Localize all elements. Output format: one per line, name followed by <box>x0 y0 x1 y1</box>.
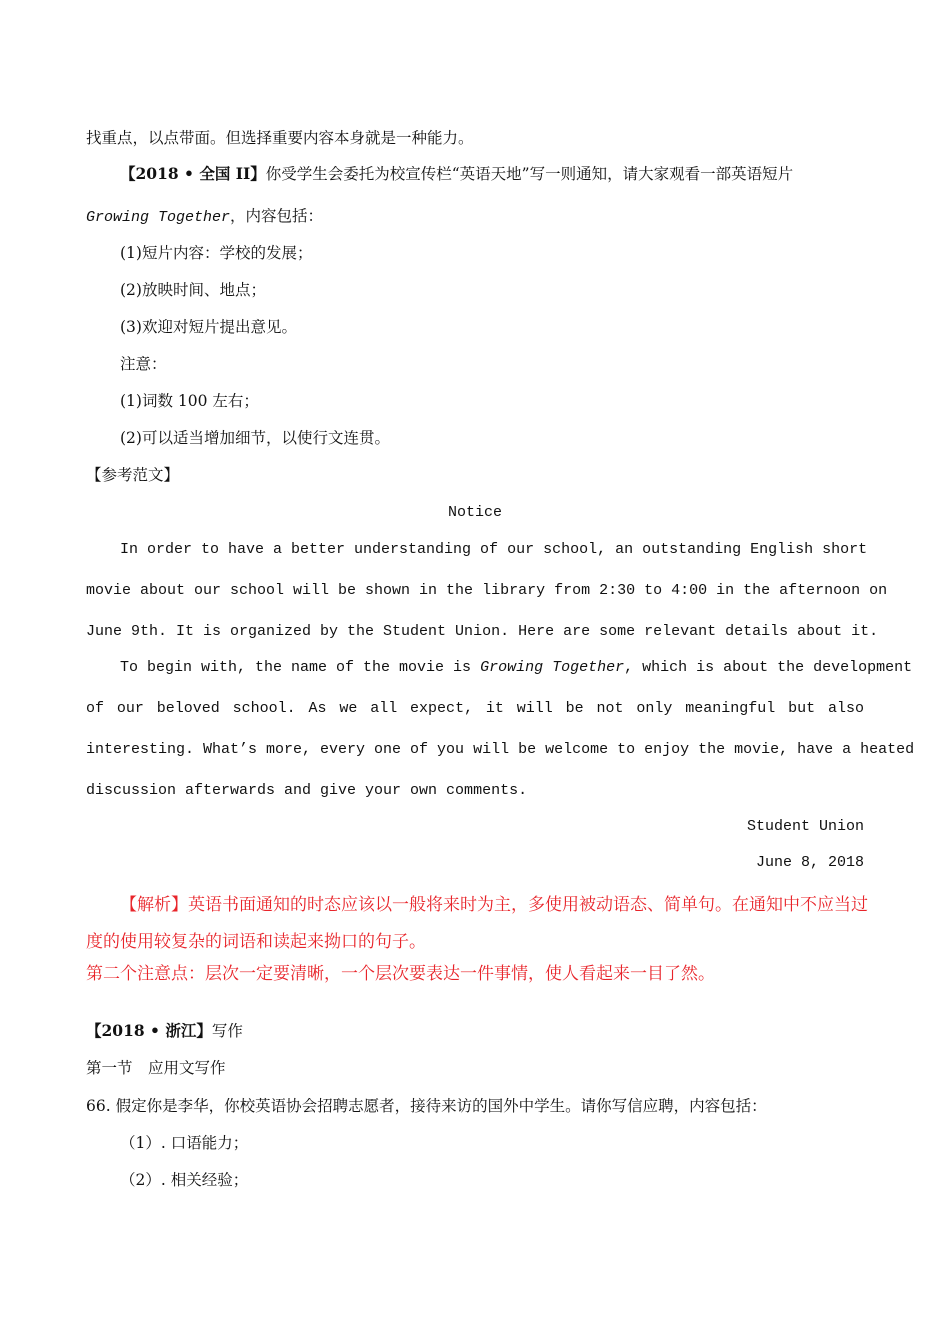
essay-p2-line2: of our beloved school. As we all expect, it will be not only meaningful but also <box>86 700 864 717</box>
essay-p2-text-b: , which is about the development <box>624 659 913 676</box>
task1-prompt-text: 你受学生会委托为校宣传栏“英语天地”写一则通知，请大家观看一部英语短片 <box>265 165 794 183</box>
task2-source-tag: 【2018 • 浙江】 <box>86 1021 212 1040</box>
analysis-line1: 【解析】英语书面通知的时态应该以一般将来时为主，多使用被动语态、简单句。在通知中不应当过 <box>120 895 868 915</box>
task1-prompt-text2: ，内容包括： <box>230 207 324 225</box>
essay-signature: Student Union <box>746 818 864 835</box>
task2-heading <box>86 1021 864 1041</box>
essay-p2-line3: interesting. What’s more, every one of you will be welcome to enjoy the movie, have a heated <box>86 741 915 758</box>
task2-section: 第一节 应用文写作 <box>86 1059 226 1077</box>
task2-item-1: （1）. 口语能力； <box>120 1134 249 1152</box>
essay-p2-text-a: To begin with, the name of the movie is <box>120 659 481 676</box>
intro-text: 找重点，以点带面。但选择重要内容本身就是一种能力。 <box>86 129 474 147</box>
task2-heading-text: 写作 <box>211 1022 243 1040</box>
task1-item-2: (2)放映时间、地点； <box>120 281 266 299</box>
essay-movie-title: Growing Together <box>480 659 625 676</box>
note-1: (1)词数 100 左右； <box>120 392 259 410</box>
task2-item-2: （2）. 相关经验； <box>120 1171 249 1189</box>
analysis-line2: 度的使用较复杂的词语和读起来拗口的句子。 <box>86 932 426 952</box>
movie-title: Growing Together <box>86 209 231 226</box>
essay-p1-line2: movie about our school will be shown in the library from 2:30 to 4:00 in the afternoon on <box>86 582 888 599</box>
essay-p2-line1 <box>120 658 913 678</box>
analysis-line3: 第二个注意点：层次一定要清晰，一个层次要表达一件事情，使人看起来一目了然。 <box>86 964 715 984</box>
task2-question: 66. 假定你是李华，你校英语协会招聘志愿者，接待来访的国外中学生。请你写信应聘，内容包括： <box>86 1097 767 1115</box>
task1-item-1: (1)短片内容：学校的发展； <box>120 244 313 262</box>
essay-p2-line4: discussion afterwards and give your own comments. <box>86 782 528 799</box>
essay-p1-line3: June 9th. It is organized by the Student Union. Here are some relevant details about it. <box>86 623 879 640</box>
task1-prompt-line1 <box>120 164 864 184</box>
note-2: (2)可以适当增加细节，以使行文连贯。 <box>120 429 390 447</box>
task1-source-tag: 【2018 • 全国 II】 <box>120 164 266 183</box>
essay-p1-line1: In order to have a better understanding of our school, an outstanding English short <box>120 541 868 558</box>
task1-item-3: (3)欢迎对短片提出意见。 <box>120 318 297 336</box>
essay-date: June 8, 2018 <box>755 854 864 871</box>
essay-title: Notice <box>447 504 502 521</box>
note-label: 注意： <box>120 355 167 373</box>
task1-prompt-line2 <box>86 206 864 228</box>
reference-label: 【参考范文】 <box>86 466 180 484</box>
